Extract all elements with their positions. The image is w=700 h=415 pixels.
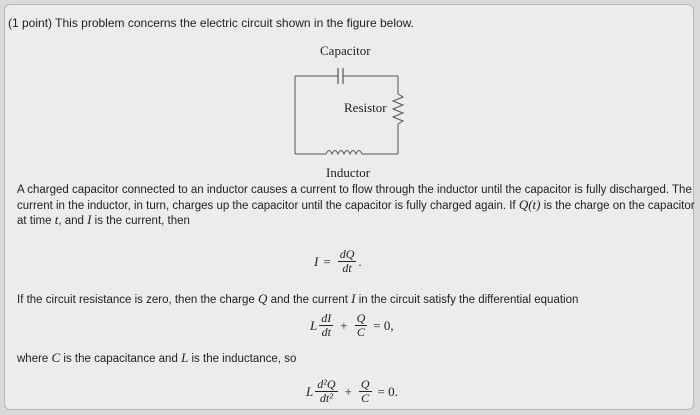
eq3-numerator-2: Q bbox=[360, 377, 370, 391]
eq3-plus: + bbox=[344, 383, 352, 399]
eq2-numerator-1: dI bbox=[321, 311, 332, 325]
eq2-plus: + bbox=[340, 317, 348, 333]
paragraph-line-2-end: is the charge on the capacitor bbox=[543, 200, 695, 212]
problem-intro: This problem concerns the electric circuit shown in the figure below. bbox=[55, 16, 414, 30]
eq1-equals: = bbox=[323, 253, 331, 269]
paragraph-line-3-b: , and bbox=[58, 215, 84, 227]
paragraph-2-a: If the circuit resistance is zero, then the charge bbox=[17, 294, 255, 306]
paragraph-2 bbox=[17, 292, 578, 307]
eq3-numerator-1: d²Q bbox=[317, 377, 336, 391]
eq2-numerator-2: Q bbox=[356, 311, 366, 325]
eq1-period: . bbox=[358, 253, 362, 269]
equation-differential-1 bbox=[310, 312, 394, 339]
capacitance-symbol: C bbox=[51, 350, 61, 365]
eq1-lhs: I bbox=[314, 253, 319, 269]
equation-current bbox=[314, 248, 362, 275]
points-label: (1 point) bbox=[8, 16, 53, 30]
eq2-rhs: = 0, bbox=[373, 317, 394, 333]
eq3-rhs: = 0. bbox=[377, 383, 398, 399]
paragraph-3-c: is the inductance, so bbox=[191, 353, 297, 365]
eq3-denominator-1: dt² bbox=[319, 391, 333, 405]
resistor-zigzag bbox=[393, 94, 403, 124]
eq1-numerator: dQ bbox=[339, 247, 355, 261]
paragraph-line-3-c: is the current, then bbox=[94, 215, 190, 227]
capacitor-label: Capacitor bbox=[320, 43, 371, 58]
equation-differential-2 bbox=[306, 378, 398, 405]
problem-header bbox=[8, 16, 414, 30]
eq1-denominator: dt bbox=[342, 261, 352, 275]
eq3-fraction-1 bbox=[315, 378, 337, 405]
paragraph-line-1: A charged capacitor connected to an inductor causes a current to flow through the inductor until the capacitor is fully discharged. The bbox=[17, 184, 692, 196]
current-symbol: I bbox=[87, 212, 92, 227]
paragraph-3-b: is the capacitance and bbox=[63, 353, 178, 365]
charge-symbol-qt: Q(t) bbox=[518, 197, 541, 212]
paragraph-3-a: where bbox=[17, 353, 49, 365]
eq2-denominator-2: C bbox=[356, 325, 365, 339]
circuit-diagram bbox=[290, 58, 420, 176]
inductance-symbol: L bbox=[181, 350, 189, 365]
charge-symbol: Q bbox=[258, 291, 268, 306]
paragraph-line-2 bbox=[17, 198, 695, 213]
paragraph-line-2-text: current in the inductor, in turn, charges up the capacitor until the capacitor is fully charged again. If bbox=[17, 200, 516, 212]
eq3-inductance: L bbox=[306, 383, 314, 399]
resistor-label: Resistor bbox=[344, 100, 387, 115]
eq2-fraction-1 bbox=[319, 312, 333, 339]
inductor-coil bbox=[326, 151, 362, 155]
time-symbol: t bbox=[54, 212, 59, 227]
eq2-fraction-2 bbox=[355, 312, 368, 339]
eq1-fraction bbox=[338, 248, 357, 275]
paragraph-3 bbox=[17, 351, 296, 366]
eq3-fraction-2 bbox=[359, 378, 372, 405]
eq2-denominator-1: dt bbox=[321, 325, 331, 339]
paragraph-line-3-a: at time bbox=[17, 215, 52, 227]
current-symbol-2: I bbox=[351, 291, 356, 306]
eq3-denominator-2: C bbox=[361, 391, 370, 405]
paragraph-2-c: in the circuit satisfy the differential equation bbox=[358, 294, 579, 306]
paragraph-2-b: and the current bbox=[270, 294, 348, 306]
paragraph-line-3 bbox=[17, 213, 190, 228]
eq2-inductance: L bbox=[310, 317, 318, 333]
inductor-label: Inductor bbox=[326, 165, 371, 180]
